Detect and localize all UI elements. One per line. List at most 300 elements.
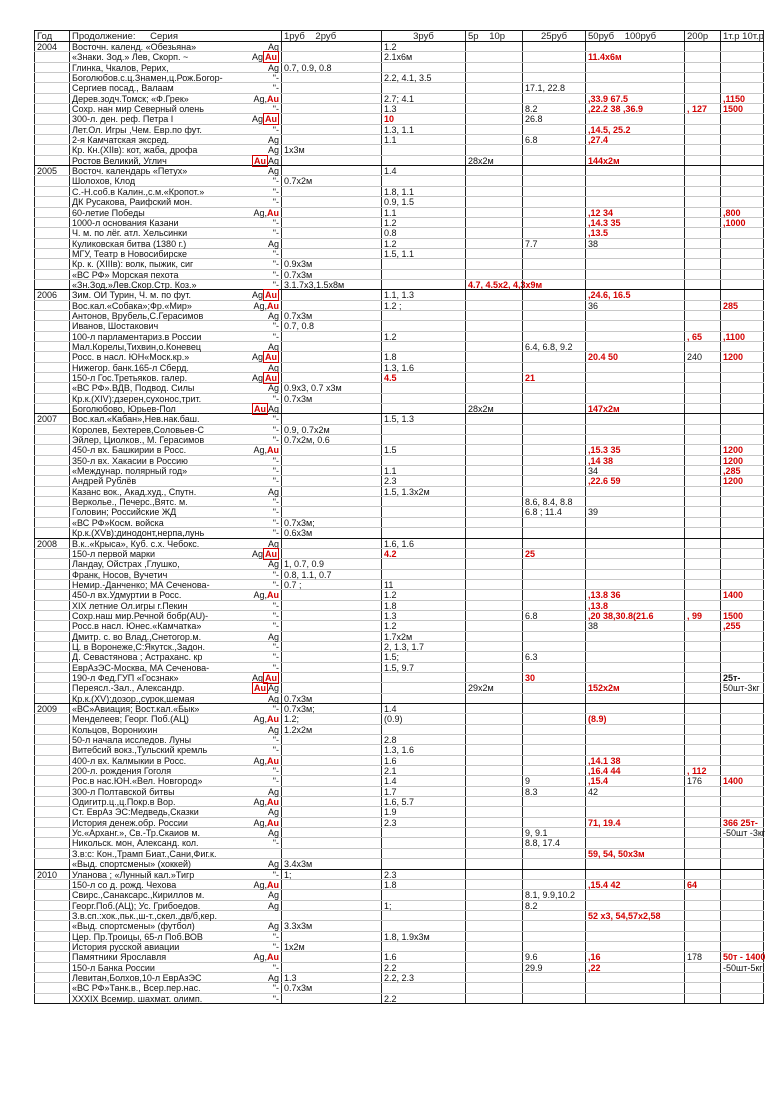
value-c6 [585,414,684,423]
year-cell [34,476,69,485]
metal-mark: "- [272,279,279,290]
value-c4 [465,932,522,941]
value-c2 [281,83,381,92]
value-c4 [465,580,522,589]
value-c2 [281,187,381,196]
value-c6: ,24.6, 16.5 [585,290,684,299]
value-c8: 50т - 1400 [720,952,764,961]
value-c7 [684,270,720,279]
value-c3 [381,694,465,703]
value-c4 [465,497,522,506]
series-cell [69,342,281,351]
value-c7 [684,818,720,827]
value-c8 [720,714,764,723]
table-row [34,828,764,838]
metal-mark: Ag [267,828,279,839]
value-c3: 1.1 [381,208,465,217]
value-c8 [720,373,764,382]
value-c2 [281,963,381,972]
value-c7 [684,911,720,920]
metal-mark: Ag,Au [253,300,279,311]
value-c5: 25 [522,549,585,558]
value-c2 [281,952,381,961]
value-c4 [465,694,522,703]
table-row [34,476,764,486]
series-name: 150-л Банка России [72,962,155,973]
metal-mark: "- [272,435,279,446]
metal-mark: "- [272,176,279,187]
table-row [34,601,764,611]
value-c7 [684,539,720,548]
series-name: Ус.«Арханг.», Св.-Тр.Скаиов м. [72,828,201,839]
value-c2 [281,197,381,206]
series-cell [69,601,281,610]
metal-mark: "- [272,321,279,332]
table-row [34,766,764,776]
value-c5: 6.3 [522,652,585,661]
value-c3: 1.9 [381,807,465,816]
value-c6 [585,983,684,992]
value-c8 [720,570,764,579]
table-row [34,590,764,600]
year-cell [34,797,69,806]
year-cell [34,735,69,744]
series-cell [69,942,281,951]
value-c4 [465,714,522,723]
year-cell [34,776,69,785]
value-c6 [585,663,684,672]
year-cell [34,963,69,972]
value-c5 [522,208,585,217]
value-c8 [720,166,764,175]
value-c6: ,16 [585,952,684,961]
metal-mark: "- [272,766,279,777]
value-c6 [585,921,684,930]
value-c4 [465,673,522,682]
table-row [34,259,764,269]
value-c3 [381,838,465,847]
value-c6 [585,704,684,713]
value-c3: 1.4 [381,166,465,175]
value-c6: 147х2м [585,404,684,413]
metal-mark: Ag [267,62,279,73]
value-c8: 50шт-3кг [720,683,764,692]
value-c3 [381,528,465,537]
value-c3: 2.3 [381,476,465,485]
value-c4 [465,218,522,227]
header-1rub: 1руб [284,31,305,42]
table-row [34,104,764,114]
value-c5 [522,311,585,320]
value-c3 [381,383,465,392]
series-cell [69,776,281,785]
year-cell [34,259,69,268]
value-c8 [720,414,764,423]
value-c5 [522,456,585,465]
metal-mark: "- [272,186,279,197]
value-c4 [465,921,522,930]
value-c6 [585,280,684,289]
series-name: «ВС РФ»Танк.в., Всер.пер.нас. [72,983,201,994]
value-c3: 2, 1.3, 1.7 [381,642,465,651]
table-row [34,414,764,424]
value-c6 [585,332,684,341]
value-c7: 64 [684,880,720,889]
series-cell [69,145,281,154]
series-cell [69,197,281,206]
year-cell [34,187,69,196]
table-row [34,580,764,590]
table-row [34,890,764,900]
value-c6: ,12 34 [585,208,684,217]
value-c5 [522,363,585,372]
value-c2 [281,135,381,144]
value-c2: 0.7х3м [281,270,381,279]
series-cell [69,663,281,672]
series-name: Дмитр. с. во Влад.,Снетогор.м. [72,631,202,642]
metal-mark: Ag,Au [253,93,279,104]
value-c6: ,15.3 35 [585,445,684,454]
header-5r-10r [465,31,522,41]
value-c2 [281,539,381,548]
value-c3: 1.8 [381,352,465,361]
value-c3: 1.3, 1.1 [381,125,465,134]
value-c5 [522,704,585,713]
value-c7 [684,642,720,651]
series-cell [69,683,281,692]
series-name: «ВС РФ» Морская пехота [72,269,179,280]
series-name: Георг.Поб.(АЦ); Ус. Грибоедов. [72,900,201,911]
year-cell: 2008 [34,539,69,548]
value-c8 [720,187,764,196]
metal-mark: "- [272,197,279,208]
header-50r-100r [585,31,684,41]
metal-mark: Ag,Au [253,207,279,218]
series-name: Франк, Носов, Вучетич [72,569,168,580]
metal-mark: "- [272,466,279,477]
value-c7 [684,301,720,310]
value-c4 [465,952,522,961]
value-c6 [585,932,684,941]
value-c6: ,14 38 [585,456,684,465]
series-name: «Междунар. полярный год» [72,466,188,477]
series-name: 450-л вх.Удмуртии в Росс. [72,590,182,601]
value-c8 [720,725,764,734]
value-c4 [465,652,522,661]
value-c4 [465,63,522,72]
metal-mark: Ag [267,238,279,249]
value-c5 [522,445,585,454]
table-row [34,901,764,911]
table-row [34,725,764,735]
value-c2 [281,249,381,258]
value-c6: ,13.5 [585,228,684,237]
year-cell [34,932,69,941]
series-cell [69,611,281,620]
value-c2 [281,497,381,506]
value-c8 [720,849,764,858]
series-name: Нижегор. банк.165-л Сберд. [72,362,189,373]
metal-mark: Ag [267,921,279,932]
value-c5 [522,218,585,227]
value-c6 [585,807,684,816]
value-c6 [585,890,684,899]
value-c2: 1.2; [281,714,381,723]
value-c6: 144х2м [585,156,684,165]
year-cell: 2010 [34,870,69,879]
value-c4: 28х2м [465,156,522,165]
value-c8 [720,197,764,206]
value-c8: ,800 [720,208,764,217]
value-c4 [465,425,522,434]
value-c2 [281,404,381,413]
series-name: Андрей Рублёв [72,476,137,487]
value-c6 [585,549,684,558]
table-row [34,83,764,93]
series-cell [69,621,281,630]
value-c3: 11 [381,580,465,589]
year-cell: 2004 [34,42,69,51]
metal-mark: Ag Au [251,672,277,683]
value-c3: 4.5 [381,373,465,382]
value-c8 [720,507,764,516]
year-cell [34,890,69,899]
value-c3 [381,456,465,465]
series-cell [69,445,281,454]
value-c8 [720,797,764,806]
table-row [34,363,764,373]
series-name: Кр. Кн.(XIIв): кот, жаба, дрофа [72,145,198,156]
value-c2 [281,476,381,485]
series-name: Боголюбово, Юрьев-Пол [72,404,176,415]
value-c8 [720,870,764,879]
value-c2 [281,156,381,165]
value-c5 [522,528,585,537]
value-c8 [720,156,764,165]
value-c6: ,14.1 38 [585,756,684,765]
table-row [34,332,764,342]
value-c8 [720,83,764,92]
value-c6: 52 х3, 54,57х2,58 [585,911,684,920]
metal-mark: Ag Au [251,373,277,383]
value-c8 [720,270,764,279]
value-c7 [684,559,720,568]
value-c7 [684,807,720,816]
value-c3 [381,683,465,692]
value-c7 [684,259,720,268]
value-c6: ,14.3 35 [585,218,684,227]
metal-mark: Ag,Au [253,879,279,890]
table-row [34,342,764,352]
value-c7 [684,725,720,734]
table-row [34,694,764,704]
value-c2 [281,621,381,630]
value-c3: 1.1 [381,135,465,144]
value-c5 [522,228,585,237]
value-c5 [522,394,585,403]
value-c3: 1.5 [381,445,465,454]
value-c2 [281,228,381,237]
value-c3: 1.2 [381,239,465,248]
value-c7 [684,828,720,837]
value-c7 [684,570,720,579]
value-c7 [684,859,720,868]
value-c2: 3.1.7х3,1.5х8м [281,280,381,289]
series-name: Восточн. календ. «Обезьяна» [72,42,197,52]
value-c3: 1.1, 1.3 [381,290,465,299]
value-c7 [684,42,720,51]
value-c2: 0.7х2м, 0.6 [281,435,381,444]
metal-mark: Ag [267,786,279,797]
year-cell [34,270,69,279]
value-c2 [281,507,381,516]
value-c5 [522,983,585,992]
value-c2 [281,94,381,103]
series-cell [69,73,281,82]
value-c3 [381,849,465,858]
table-row [34,507,764,517]
year-cell: 2005 [34,166,69,175]
series-cell [69,828,281,837]
metal-mark: "- [272,610,279,621]
value-c8: 1500 [720,104,764,113]
value-c8: ,255 [720,621,764,630]
metal-mark: Ag Au [251,52,277,63]
value-c6 [585,518,684,527]
series-name: Сохр. нан мир Северный олень [72,104,204,115]
year-cell [34,145,69,154]
year-cell [34,849,69,858]
value-c6: 38 [585,621,684,630]
value-c7 [684,787,720,796]
table-row [34,787,764,797]
metal-mark: Ag,Au [253,445,279,456]
value-c6: 59, 54, 50х3м [585,849,684,858]
table-row [34,176,764,186]
value-c2 [281,352,381,361]
value-c8 [720,983,764,992]
value-c5 [522,870,585,879]
table-row [34,63,764,73]
value-c7 [684,249,720,258]
value-c4 [465,911,522,920]
value-c2: 1х2м [281,942,381,951]
value-c5 [522,73,585,82]
value-c6 [585,870,684,879]
series-cell [69,435,281,444]
metal-mark: "- [272,393,279,404]
table-row [34,704,764,714]
value-c3 [381,942,465,951]
value-c5 [522,435,585,444]
value-c4 [465,828,522,837]
value-c2: 0.7х3м [281,983,381,992]
value-c5 [522,166,585,175]
value-c7 [684,208,720,217]
table-row [34,539,764,549]
header-year: Год [34,31,69,41]
value-c8 [720,880,764,889]
value-c7: , 65 [684,332,720,341]
value-c4 [465,901,522,910]
value-c3 [381,828,465,837]
series-name: XIX летние Ол.игры г.Пекин [72,600,188,611]
value-c2 [281,342,381,351]
value-c7 [684,870,720,879]
value-c5: 26.8 [522,114,585,123]
year-cell [34,363,69,372]
value-c5 [522,63,585,72]
table-row [34,932,764,942]
series-cell [69,673,281,682]
value-c2 [281,838,381,847]
table-row [34,249,764,259]
year-cell [34,663,69,672]
value-c4 [465,383,522,392]
series-name: Ст. ЕврАз ЭС:Медведь,Сказки [72,807,199,818]
value-c2: 0.7х3м [281,394,381,403]
year-cell [34,880,69,889]
table-row [34,663,764,673]
series-cell [69,218,281,227]
value-c5 [522,559,585,568]
value-c5 [522,156,585,165]
value-c3: 0.8 [381,228,465,237]
coin-catalog-table [34,30,764,1004]
value-c8 [720,756,764,765]
table-row [34,807,764,817]
value-c5 [522,94,585,103]
value-c8 [720,911,764,920]
value-c7 [684,663,720,672]
year-cell [34,497,69,506]
year-cell [34,642,69,651]
value-c2 [281,52,381,61]
value-c8 [720,290,764,299]
value-c6 [585,373,684,382]
value-c3: 1.6 [381,952,465,961]
series-cell [69,507,281,516]
metal-mark: Ag [267,166,279,177]
value-c4 [465,239,522,248]
value-c7 [684,932,720,941]
year-cell [34,280,69,289]
value-c3 [381,404,465,413]
series-name: Цер. Пр.Троицы, 65-л Поб.ВОВ [72,931,203,942]
series-name: 190-л Фед.ГУП «Госзнак» [72,672,179,683]
value-c4 [465,187,522,196]
table-header [34,30,764,42]
value-c6 [585,838,684,847]
table-row [34,425,764,435]
value-c8 [720,145,764,154]
value-c7: , 127 [684,104,720,113]
value-c8: -50шт-5кг [720,963,764,972]
table-row [34,301,764,311]
value-c3 [381,559,465,568]
value-c7 [684,901,720,910]
value-c6 [585,652,684,661]
value-c5: 6.8 [522,611,585,620]
series-cell [69,549,281,558]
metal-mark: Ag [267,362,279,373]
table-row [34,714,764,724]
metal-mark: "- [272,735,279,746]
value-c5 [522,518,585,527]
value-c8 [720,704,764,713]
value-c5: 29.9 [522,963,585,972]
value-c7 [684,694,720,703]
